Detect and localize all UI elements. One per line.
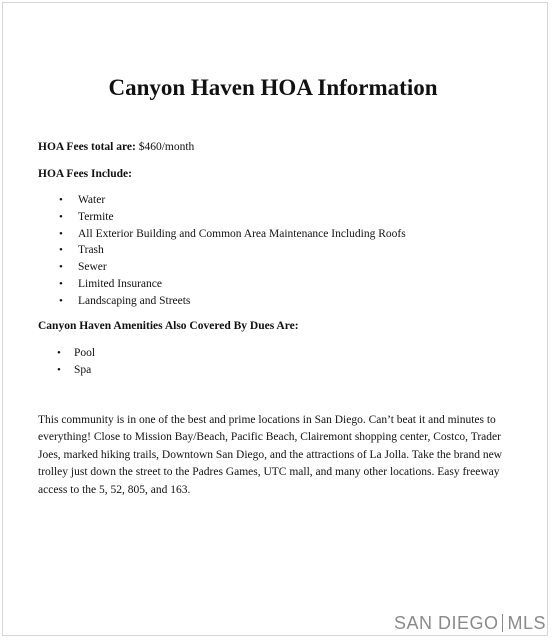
list-item: • Pool [38,345,95,362]
list-item: • Landscaping and Streets [38,293,406,310]
list-item: • Trash [38,242,406,259]
bullet-icon: • [59,294,63,307]
bullet-icon: • [57,347,61,359]
list-item: • All Exterior Building and Common Area Maintenance Including Roofs [38,226,406,243]
bullet-icon: • [59,277,63,290]
list-item: • Sewer [38,259,406,276]
watermark-divider [502,614,503,632]
sdmls-watermark [394,612,546,634]
document-title: Canyon Haven HOA Information [108,75,438,100]
list-item: • Termite [38,209,406,226]
hoa-fees-label: HOA Fees total are: [38,141,136,153]
bullet-icon: • [59,227,63,240]
watermark-right: MLS [507,613,546,633]
amenities-list [38,345,95,379]
list-item: • Limited Insurance [38,276,406,293]
fees-include-heading: HOA Fees Include: [38,168,132,180]
bullet-icon: • [59,244,63,257]
bullet-icon: • [57,363,61,376]
fees-include-list [38,192,406,310]
amenities-heading: Canyon Haven Amenities Also Covered By Dues Are: [38,320,299,332]
hoa-fees-value: $460/month [135,141,195,153]
bullet-icon: • [59,194,63,206]
list-item: • Water [38,192,406,209]
watermark-left: SAN DIEGO [393,613,499,633]
hoa-fees-line [38,139,194,155]
bullet-icon: • [59,261,63,274]
list-item: • Spa [38,362,95,379]
community-description: This community is in one of the best and prime locations in San Diego. Can’t beat it and minutes to everything! Close to Mission Bay/Beach, Pacific Beach, Clairemont shopping center, Costco, Trader Joes, marked hiking trails, Downtown San Diego, and the attractions of La Jolla. Take the brand new trolley just down the street to the Padres Games, UTC mall, and many other locations. Easy freeway access to the 5, 52, 805, and 163. [38,414,502,496]
bullet-icon: • [59,210,63,223]
